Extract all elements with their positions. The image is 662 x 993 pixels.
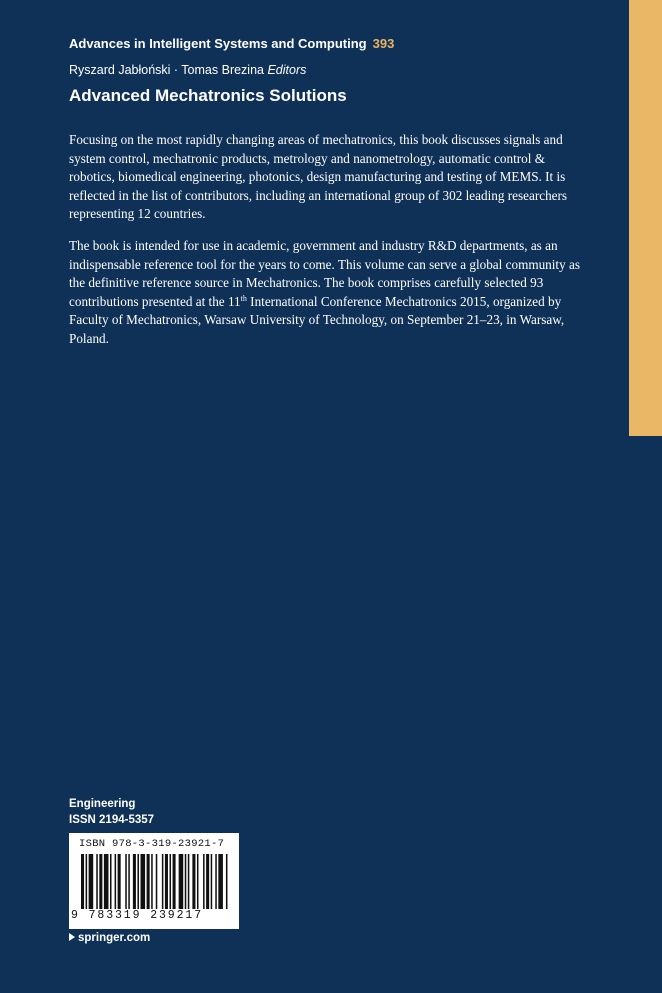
arrow-right-icon [69, 933, 75, 941]
editor-names: Ryszard Jabłoński · Tomas Brezina [69, 63, 264, 77]
publisher-website[interactable] [69, 932, 150, 944]
subject-label: Engineering [69, 798, 136, 810]
book-title: Advanced Mechatronics Solutions [69, 86, 347, 105]
accent-stripe [629, 0, 662, 436]
blurb-paragraph-2 [69, 237, 581, 349]
barcode-digits: 9 783319 239217 [71, 909, 204, 922]
series-title [69, 36, 394, 51]
barcode [69, 833, 239, 929]
editors-line [69, 63, 306, 77]
barcode-bars [81, 854, 229, 914]
editor-role: Editors [267, 63, 307, 77]
blurb-paragraph-2-a: The book is intended for use in academic, government and industry R&D departments, as an indispensable reference tool for the years to come. This volume can serve a global community as the definitive reference source in Mechatronics. The book comprises carefully selected 93 contributions presented at the 11 [69, 237, 580, 309]
series-volume: 393 [372, 36, 395, 51]
issn-label: ISSN 2194-5357 [69, 814, 155, 826]
blurb-paragraph-1: Focusing on the most rapidly changing areas of mechatronics, this book discusses signals and system control, mechatronic products, metrology and nanometrology, automatic control & robotics, biomedical engineering, photonics, design manufacturing and testing of MEMS. It is reflected in the list of contributors, including an international group of 302 leading researchers representing 12 countries. [69, 132, 568, 222]
isbn-text: ISBN 978-3-319-23921-7 [79, 838, 225, 850]
blurb [69, 131, 581, 362]
subject-block [69, 796, 154, 828]
series-name: Advances in Intelligent Systems and Computing [69, 36, 367, 51]
ordinal-suffix: th [240, 293, 247, 303]
blurb-paragraph-2-b: International Conference Mechatronics 2015, organized by Faculty of Mechatronics, Warsaw University of Technology, on September 21–23, in Warsaw, Poland. [69, 293, 565, 346]
website-label: springer.com [78, 932, 151, 944]
